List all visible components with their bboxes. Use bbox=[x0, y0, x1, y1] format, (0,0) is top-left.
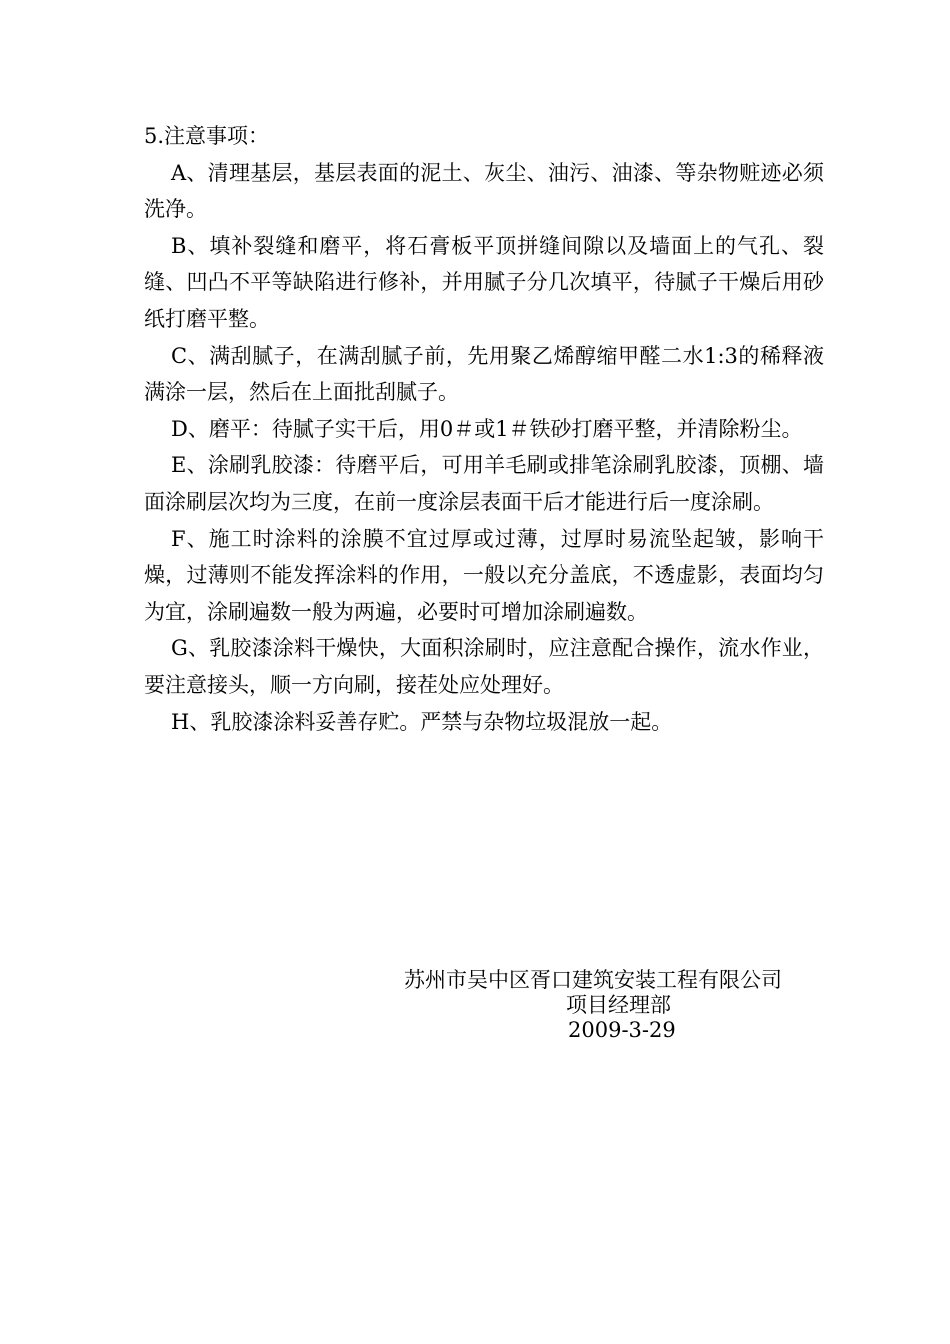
signature-department: 项目经理部 bbox=[566, 993, 671, 1017]
paragraph-g: G、乳胶漆涂料干燥快，大面积涂刷时，应注意配合操作，流水作业，要注意接头，顺一方向刷，接茬处应处理好。 bbox=[144, 636, 824, 697]
section-heading: 5.注意事项： bbox=[144, 124, 270, 148]
signature-company: 苏州市吴中区胥口建筑安装工程有限公司 bbox=[404, 968, 782, 992]
paragraph-d: D、磨平：待腻子实干后，用0＃或1＃铁砂打磨平整，并清除粉尘。 bbox=[171, 416, 803, 441]
paragraph-b: B、填补裂缝和磨平，将石膏板平顶拼缝间隙以及墙面上的气孔、裂缝、凹凸不平等缺陷进行修补，并用腻子分几次填平，待腻子干燥后用砂纸打磨平整。 bbox=[144, 233, 824, 331]
document-body bbox=[144, 118, 824, 740]
paragraph-c: C、满刮腻子，在满刮腻子前，先用聚乙烯醇缩甲醛二水1:3的稀释液满涂一层，然后在上面批刮腻子。 bbox=[144, 343, 824, 405]
signature-date: 2009-3-29 bbox=[568, 1018, 676, 1042]
paragraph-a: A、清理基层，基层表面的泥土、灰尘、油污、油漆、等杂物赃迹必须洗净。 bbox=[144, 160, 824, 222]
signature-block bbox=[404, 968, 824, 1043]
paragraph-e: E、涂刷乳胶漆：待磨平后，可用羊毛刷或排笔涂刷乳胶漆，顶棚、墙面涂刷层次均为三度，在前一度涂层表面干后才能进行后一度涂刷。 bbox=[144, 453, 824, 514]
paragraph-h: H、乳胶漆涂料妥善存贮。严禁与杂物垃圾混放一起。 bbox=[171, 709, 673, 734]
paragraph-f: F、施工时涂料的涂膜不宜过厚或过薄，过厚时易流坠起皱，影响干燥，过薄则不能发挥涂料的作用，一般以充分盖底，不透虚影，表面均匀为宜，涂刷遍数一般为两遍，必要时可增加涂刷遍数。 bbox=[144, 526, 824, 624]
